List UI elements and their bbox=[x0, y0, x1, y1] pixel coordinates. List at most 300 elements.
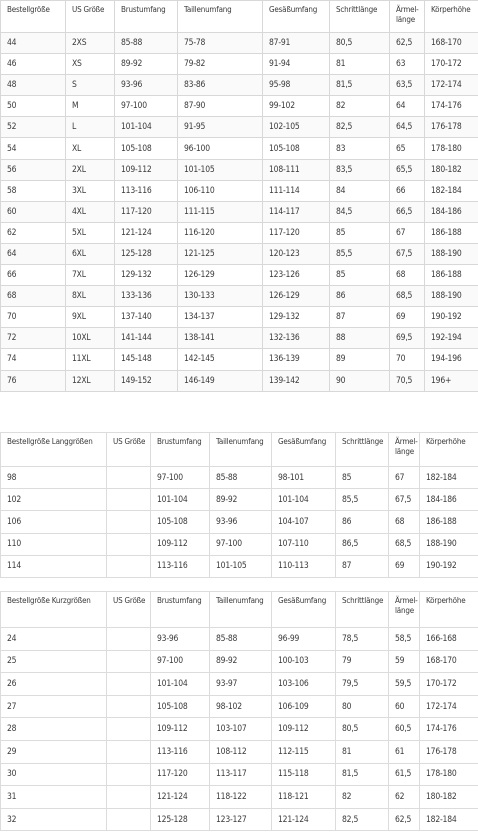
sleeve-cell: 68 bbox=[390, 265, 425, 286]
hip-cell: 111-114 bbox=[263, 180, 330, 201]
waist-cell: 130-133 bbox=[178, 286, 263, 307]
table-row bbox=[1, 201, 478, 222]
height-cell: 172-174 bbox=[420, 695, 478, 718]
waist-cell: 126-129 bbox=[178, 265, 263, 286]
us-size-cell: 11XL bbox=[66, 349, 115, 370]
sleeve-cell: 60,5 bbox=[389, 718, 420, 741]
inseam-cell: 89 bbox=[330, 349, 390, 370]
sleeve-cell: 62 bbox=[389, 786, 420, 809]
order-size-cell: 70 bbox=[1, 307, 66, 328]
height-cell: 194-196 bbox=[425, 349, 478, 370]
table-row bbox=[1, 54, 478, 75]
chest-cell: 85-88 bbox=[115, 33, 178, 54]
waist-cell: 123-127 bbox=[210, 808, 272, 831]
table-row bbox=[1, 307, 478, 328]
height-cell: 188-190 bbox=[425, 243, 478, 264]
table-row bbox=[1, 349, 478, 370]
waist-cell: 101-105 bbox=[178, 159, 263, 180]
inseam-cell: 85,5 bbox=[336, 489, 389, 511]
chest-cell: 109-112 bbox=[115, 159, 178, 180]
order-size-cell: 46 bbox=[1, 54, 66, 75]
header-inseam: Schrittlänge bbox=[330, 1, 390, 33]
inseam-cell: 82,5 bbox=[330, 117, 390, 138]
sleeve-cell: 59,5 bbox=[389, 673, 420, 696]
waist-cell: 98-102 bbox=[210, 695, 272, 718]
chest-cell: 105-108 bbox=[115, 138, 178, 159]
header-inseam: Schrittlänge bbox=[336, 433, 389, 467]
chest-cell: 105-108 bbox=[151, 511, 210, 533]
order-size-cell: 60 bbox=[1, 201, 66, 222]
us-size-cell bbox=[107, 489, 151, 511]
height-cell: 186-188 bbox=[425, 265, 478, 286]
sleeve-cell: 64 bbox=[390, 96, 425, 117]
table-header-row bbox=[1, 1, 478, 33]
chest-cell: 101-104 bbox=[151, 489, 210, 511]
hip-cell: 136-139 bbox=[263, 349, 330, 370]
order-size-cell: 68 bbox=[1, 286, 66, 307]
header-waist: Taillenumfang bbox=[210, 433, 272, 467]
chest-cell: 121-124 bbox=[115, 222, 178, 243]
inseam-cell: 87 bbox=[330, 307, 390, 328]
hip-cell: 106-109 bbox=[272, 695, 336, 718]
hip-cell: 91-94 bbox=[263, 54, 330, 75]
chest-cell: 97-100 bbox=[151, 467, 210, 489]
chest-cell: 105-108 bbox=[151, 695, 210, 718]
waist-cell: 116-120 bbox=[178, 222, 263, 243]
us-size-cell: 5XL bbox=[66, 222, 115, 243]
chest-cell: 89-92 bbox=[115, 54, 178, 75]
header-us-size: US Größe bbox=[107, 433, 151, 467]
us-size-cell bbox=[107, 673, 151, 696]
table-row bbox=[1, 628, 478, 651]
order-size-cell: 32 bbox=[1, 808, 107, 831]
size-table-long bbox=[0, 432, 478, 578]
height-cell: 186-188 bbox=[420, 511, 478, 533]
table-row bbox=[1, 75, 478, 96]
sleeve-cell: 58,5 bbox=[389, 628, 420, 651]
table-row bbox=[1, 286, 478, 307]
table-row bbox=[1, 138, 478, 159]
table-row bbox=[1, 808, 478, 831]
hip-cell: 98-101 bbox=[272, 467, 336, 489]
chest-cell: 97-100 bbox=[115, 96, 178, 117]
chest-cell: 125-128 bbox=[115, 243, 178, 264]
sleeve-cell: 68,5 bbox=[390, 286, 425, 307]
us-size-cell bbox=[107, 650, 151, 673]
height-cell: 168-170 bbox=[420, 650, 478, 673]
inseam-cell: 82 bbox=[330, 96, 390, 117]
header-us-size: US Größe bbox=[107, 592, 151, 628]
header-sleeve: Ärmel- länge bbox=[389, 592, 420, 628]
sleeve-cell: 64,5 bbox=[390, 117, 425, 138]
order-size-cell: 72 bbox=[1, 328, 66, 349]
inseam-cell: 86 bbox=[336, 511, 389, 533]
inseam-cell: 86,5 bbox=[336, 533, 389, 555]
us-size-cell bbox=[107, 695, 151, 718]
inseam-cell: 85 bbox=[330, 222, 390, 243]
us-size-cell bbox=[107, 628, 151, 651]
waist-cell: 101-105 bbox=[210, 555, 272, 577]
table-row bbox=[1, 370, 478, 391]
us-size-cell: 12XL bbox=[66, 370, 115, 391]
chest-cell: 117-120 bbox=[151, 763, 210, 786]
us-size-cell: 3XL bbox=[66, 180, 115, 201]
hip-cell: 108-111 bbox=[263, 159, 330, 180]
height-cell: 184-186 bbox=[425, 201, 478, 222]
waist-cell: 75-78 bbox=[178, 33, 263, 54]
order-size-cell: 64 bbox=[1, 243, 66, 264]
waist-cell: 89-92 bbox=[210, 489, 272, 511]
table-row bbox=[1, 718, 478, 741]
table-row bbox=[1, 740, 478, 763]
us-size-cell: 9XL bbox=[66, 307, 115, 328]
inseam-cell: 90 bbox=[330, 370, 390, 391]
inseam-cell: 79,5 bbox=[336, 673, 389, 696]
sleeve-cell: 61 bbox=[389, 740, 420, 763]
chest-cell: 113-116 bbox=[151, 555, 210, 577]
header-height: Körperhöhe bbox=[420, 592, 478, 628]
chest-cell: 137-140 bbox=[115, 307, 178, 328]
height-cell: 190-192 bbox=[425, 307, 478, 328]
table-row bbox=[1, 533, 478, 555]
order-size-cell: 29 bbox=[1, 740, 107, 763]
table-header-row bbox=[1, 592, 478, 628]
waist-cell: 85-88 bbox=[210, 467, 272, 489]
inseam-cell: 85 bbox=[336, 467, 389, 489]
order-size-cell: 26 bbox=[1, 673, 107, 696]
header-chest: Brustumfang bbox=[151, 433, 210, 467]
height-cell: 178-180 bbox=[425, 138, 478, 159]
us-size-cell: 7XL bbox=[66, 265, 115, 286]
order-size-cell: 27 bbox=[1, 695, 107, 718]
height-cell: 188-190 bbox=[425, 286, 478, 307]
waist-cell: 111-115 bbox=[178, 201, 263, 222]
order-size-cell: 48 bbox=[1, 75, 66, 96]
chest-cell: 101-104 bbox=[115, 117, 178, 138]
sleeve-cell: 69,5 bbox=[390, 328, 425, 349]
hip-cell: 104-107 bbox=[272, 511, 336, 533]
hip-cell: 103-106 bbox=[272, 673, 336, 696]
size-table-short bbox=[0, 591, 478, 831]
waist-cell: 79-82 bbox=[178, 54, 263, 75]
header-height: Körperhöhe bbox=[420, 433, 478, 467]
order-size-cell: 54 bbox=[1, 138, 66, 159]
header-us-size: US Größe bbox=[66, 1, 115, 33]
hip-cell: 115-118 bbox=[272, 763, 336, 786]
table-row bbox=[1, 328, 478, 349]
header-order-size: Bestellgröße Langgrößen bbox=[1, 433, 107, 467]
chest-cell: 121-124 bbox=[151, 786, 210, 809]
hip-cell: 96-99 bbox=[272, 628, 336, 651]
waist-cell: 97-100 bbox=[210, 533, 272, 555]
waist-cell: 146-149 bbox=[178, 370, 263, 391]
chest-cell: 109-112 bbox=[151, 718, 210, 741]
us-size-cell: XS bbox=[66, 54, 115, 75]
chest-cell: 145-148 bbox=[115, 349, 178, 370]
inseam-cell: 82 bbox=[336, 786, 389, 809]
order-size-cell: 25 bbox=[1, 650, 107, 673]
height-cell: 176-178 bbox=[425, 117, 478, 138]
us-size-cell bbox=[107, 763, 151, 786]
table-row bbox=[1, 96, 478, 117]
sleeve-cell: 63 bbox=[390, 54, 425, 75]
waist-cell: 138-141 bbox=[178, 328, 263, 349]
waist-cell: 106-110 bbox=[178, 180, 263, 201]
inseam-cell: 79 bbox=[336, 650, 389, 673]
header-inseam: Schrittlänge bbox=[336, 592, 389, 628]
header-waist: Taillenumfang bbox=[178, 1, 263, 33]
chest-cell: 125-128 bbox=[151, 808, 210, 831]
inseam-cell: 88 bbox=[330, 328, 390, 349]
order-size-cell: 76 bbox=[1, 370, 66, 391]
waist-cell: 91-95 bbox=[178, 117, 263, 138]
height-cell: 182-184 bbox=[420, 808, 478, 831]
waist-cell: 87-90 bbox=[178, 96, 263, 117]
height-cell: 172-174 bbox=[425, 75, 478, 96]
hip-cell: 100-103 bbox=[272, 650, 336, 673]
inseam-cell: 80,5 bbox=[330, 33, 390, 54]
sleeve-cell: 70 bbox=[390, 349, 425, 370]
inseam-cell: 81,5 bbox=[336, 763, 389, 786]
chest-cell: 101-104 bbox=[151, 673, 210, 696]
hip-cell: 99-102 bbox=[263, 96, 330, 117]
chest-cell: 113-116 bbox=[115, 180, 178, 201]
us-size-cell: M bbox=[66, 96, 115, 117]
waist-cell: 103-107 bbox=[210, 718, 272, 741]
chest-cell: 97-100 bbox=[151, 650, 210, 673]
sleeve-cell: 62,5 bbox=[389, 808, 420, 831]
hip-cell: 129-132 bbox=[263, 307, 330, 328]
sleeve-cell: 67 bbox=[390, 222, 425, 243]
order-size-cell: 52 bbox=[1, 117, 66, 138]
height-cell: 196+ bbox=[425, 370, 478, 391]
table-row bbox=[1, 511, 478, 533]
height-cell: 168-170 bbox=[425, 33, 478, 54]
waist-cell: 89-92 bbox=[210, 650, 272, 673]
order-size-cell: 28 bbox=[1, 718, 107, 741]
chest-cell: 141-144 bbox=[115, 328, 178, 349]
table-row bbox=[1, 763, 478, 786]
hip-cell: 87-91 bbox=[263, 33, 330, 54]
inseam-cell: 87 bbox=[336, 555, 389, 577]
us-size-cell: 8XL bbox=[66, 286, 115, 307]
height-cell: 182-184 bbox=[420, 467, 478, 489]
chest-cell: 129-132 bbox=[115, 265, 178, 286]
us-size-cell: 4XL bbox=[66, 201, 115, 222]
height-cell: 182-184 bbox=[425, 180, 478, 201]
us-size-cell: 10XL bbox=[66, 328, 115, 349]
inseam-cell: 81 bbox=[336, 740, 389, 763]
chest-cell: 133-136 bbox=[115, 286, 178, 307]
height-cell: 178-180 bbox=[420, 763, 478, 786]
sleeve-cell: 63,5 bbox=[390, 75, 425, 96]
height-cell: 188-190 bbox=[420, 533, 478, 555]
hip-cell: 112-115 bbox=[272, 740, 336, 763]
height-cell: 186-188 bbox=[425, 222, 478, 243]
header-chest: Brustumfang bbox=[115, 1, 178, 33]
hip-cell: 139-142 bbox=[263, 370, 330, 391]
hip-cell: 132-136 bbox=[263, 328, 330, 349]
order-size-cell: 102 bbox=[1, 489, 107, 511]
inseam-cell: 84 bbox=[330, 180, 390, 201]
hip-cell: 126-129 bbox=[263, 286, 330, 307]
hip-cell: 105-108 bbox=[263, 138, 330, 159]
us-size-cell bbox=[107, 511, 151, 533]
table-row bbox=[1, 467, 478, 489]
chest-cell: 117-120 bbox=[115, 201, 178, 222]
order-size-cell: 74 bbox=[1, 349, 66, 370]
chest-cell: 93-96 bbox=[115, 75, 178, 96]
sleeve-cell: 66 bbox=[390, 180, 425, 201]
us-size-cell: L bbox=[66, 117, 115, 138]
waist-cell: 83-86 bbox=[178, 75, 263, 96]
us-size-cell: 6XL bbox=[66, 243, 115, 264]
header-hip: Gesäßumfang bbox=[272, 592, 336, 628]
waist-cell: 142-145 bbox=[178, 349, 263, 370]
inseam-cell: 78,5 bbox=[336, 628, 389, 651]
height-cell: 180-182 bbox=[425, 159, 478, 180]
hip-cell: 102-105 bbox=[263, 117, 330, 138]
chest-cell: 93-96 bbox=[151, 628, 210, 651]
hip-cell: 107-110 bbox=[272, 533, 336, 555]
hip-cell: 121-124 bbox=[272, 808, 336, 831]
us-size-cell: 2XL bbox=[66, 159, 115, 180]
us-size-cell bbox=[107, 808, 151, 831]
hip-cell: 123-126 bbox=[263, 265, 330, 286]
sleeve-cell: 67,5 bbox=[390, 243, 425, 264]
sleeve-cell: 69 bbox=[390, 307, 425, 328]
sleeve-cell: 62,5 bbox=[390, 33, 425, 54]
sleeve-cell: 66,5 bbox=[390, 201, 425, 222]
table-row bbox=[1, 489, 478, 511]
size-table-regular bbox=[0, 0, 478, 392]
order-size-cell: 50 bbox=[1, 96, 66, 117]
order-size-cell: 114 bbox=[1, 555, 107, 577]
header-chest: Brustumfang bbox=[151, 592, 210, 628]
inseam-cell: 81,5 bbox=[330, 75, 390, 96]
sleeve-cell: 68 bbox=[389, 511, 420, 533]
us-size-cell bbox=[107, 555, 151, 577]
height-cell: 174-176 bbox=[425, 96, 478, 117]
header-sleeve: Ärmel- länge bbox=[389, 433, 420, 467]
sleeve-cell: 65,5 bbox=[390, 159, 425, 180]
header-waist: Taillenumfang bbox=[210, 592, 272, 628]
table-row bbox=[1, 222, 478, 243]
order-size-cell: 98 bbox=[1, 467, 107, 489]
height-cell: 174-176 bbox=[420, 718, 478, 741]
hip-cell: 118-121 bbox=[272, 786, 336, 809]
table-row bbox=[1, 695, 478, 718]
order-size-cell: 30 bbox=[1, 763, 107, 786]
us-size-cell bbox=[107, 718, 151, 741]
inseam-cell: 80,5 bbox=[336, 718, 389, 741]
table-row bbox=[1, 180, 478, 201]
sleeve-cell: 60 bbox=[389, 695, 420, 718]
chest-cell: 113-116 bbox=[151, 740, 210, 763]
waist-cell: 134-137 bbox=[178, 307, 263, 328]
inseam-cell: 82,5 bbox=[336, 808, 389, 831]
order-size-cell: 24 bbox=[1, 628, 107, 651]
table-row bbox=[1, 650, 478, 673]
order-size-cell: 62 bbox=[1, 222, 66, 243]
inseam-cell: 81 bbox=[330, 54, 390, 75]
height-cell: 170-172 bbox=[420, 673, 478, 696]
height-cell: 166-168 bbox=[420, 628, 478, 651]
inseam-cell: 80 bbox=[336, 695, 389, 718]
table-row bbox=[1, 33, 478, 54]
height-cell: 190-192 bbox=[420, 555, 478, 577]
inseam-cell: 83 bbox=[330, 138, 390, 159]
sleeve-cell: 67,5 bbox=[389, 489, 420, 511]
us-size-cell: S bbox=[66, 75, 115, 96]
height-cell: 192-194 bbox=[425, 328, 478, 349]
inseam-cell: 85 bbox=[330, 265, 390, 286]
order-size-cell: 110 bbox=[1, 533, 107, 555]
us-size-cell bbox=[107, 740, 151, 763]
hip-cell: 110-113 bbox=[272, 555, 336, 577]
us-size-cell bbox=[107, 786, 151, 809]
header-sleeve: Ärmel- länge bbox=[390, 1, 425, 33]
header-hip: Gesäßumfang bbox=[263, 1, 330, 33]
table-row bbox=[1, 243, 478, 264]
height-cell: 176-178 bbox=[420, 740, 478, 763]
sleeve-cell: 61,5 bbox=[389, 763, 420, 786]
chest-cell: 109-112 bbox=[151, 533, 210, 555]
sleeve-cell: 68,5 bbox=[389, 533, 420, 555]
hip-cell: 120-123 bbox=[263, 243, 330, 264]
header-height: Körperhöhe bbox=[425, 1, 478, 33]
header-hip: Gesäßumfang bbox=[272, 433, 336, 467]
hip-cell: 95-98 bbox=[263, 75, 330, 96]
sleeve-cell: 70,5 bbox=[390, 370, 425, 391]
table-row bbox=[1, 786, 478, 809]
us-size-cell: 2XS bbox=[66, 33, 115, 54]
hip-cell: 114-117 bbox=[263, 201, 330, 222]
inseam-cell: 84,5 bbox=[330, 201, 390, 222]
inseam-cell: 83,5 bbox=[330, 159, 390, 180]
table-row bbox=[1, 159, 478, 180]
table-header-row bbox=[1, 433, 478, 467]
table-row bbox=[1, 265, 478, 286]
inseam-cell: 85,5 bbox=[330, 243, 390, 264]
order-size-cell: 56 bbox=[1, 159, 66, 180]
waist-cell: 93-96 bbox=[210, 511, 272, 533]
waist-cell: 113-117 bbox=[210, 763, 272, 786]
height-cell: 180-182 bbox=[420, 786, 478, 809]
waist-cell: 93-97 bbox=[210, 673, 272, 696]
waist-cell: 118-122 bbox=[210, 786, 272, 809]
table-row bbox=[1, 555, 478, 577]
waist-cell: 96-100 bbox=[178, 138, 263, 159]
sleeve-cell: 65 bbox=[390, 138, 425, 159]
order-size-cell: 106 bbox=[1, 511, 107, 533]
us-size-cell: XL bbox=[66, 138, 115, 159]
hip-cell: 109-112 bbox=[272, 718, 336, 741]
waist-cell: 108-112 bbox=[210, 740, 272, 763]
hip-cell: 117-120 bbox=[263, 222, 330, 243]
chest-cell: 149-152 bbox=[115, 370, 178, 391]
sleeve-cell: 69 bbox=[389, 555, 420, 577]
header-order-size: Bestellgröße bbox=[1, 1, 66, 33]
order-size-cell: 31 bbox=[1, 786, 107, 809]
order-size-cell: 58 bbox=[1, 180, 66, 201]
sleeve-cell: 67 bbox=[389, 467, 420, 489]
hip-cell: 101-104 bbox=[272, 489, 336, 511]
table-row bbox=[1, 673, 478, 696]
table-row bbox=[1, 117, 478, 138]
waist-cell: 85-88 bbox=[210, 628, 272, 651]
waist-cell: 121-125 bbox=[178, 243, 263, 264]
